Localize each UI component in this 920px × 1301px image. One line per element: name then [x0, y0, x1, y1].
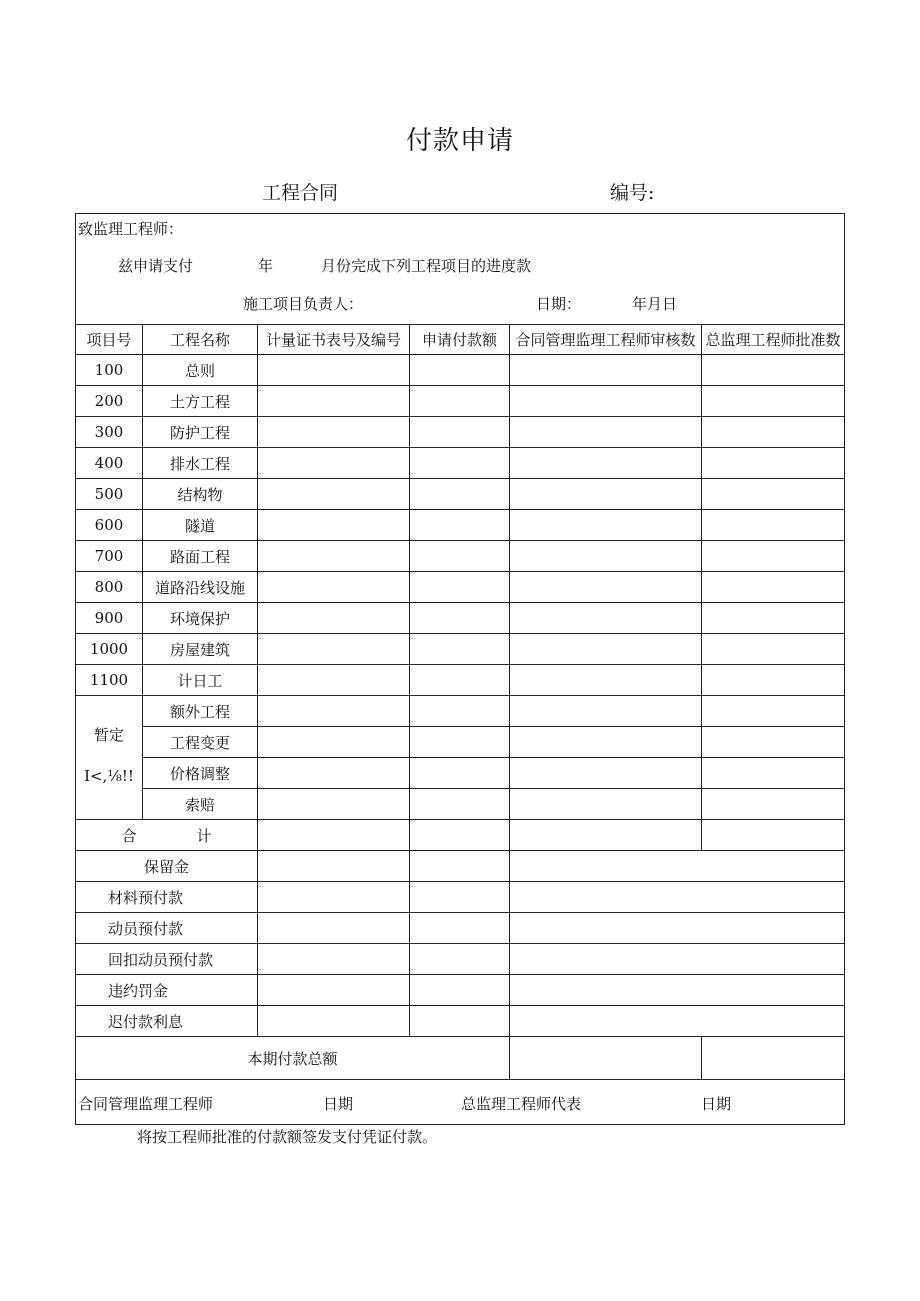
provisional-item: 价格调整 [143, 758, 258, 789]
input-cell[interactable] [510, 572, 702, 603]
input-cell[interactable] [258, 758, 410, 789]
input-cell[interactable] [410, 851, 510, 882]
input-cell[interactable] [510, 665, 702, 696]
input-cell[interactable] [702, 510, 845, 541]
input-cell[interactable] [702, 603, 845, 634]
item-name: 道路沿线设施 [143, 572, 258, 603]
input-cell[interactable] [510, 696, 702, 727]
input-cell[interactable] [510, 541, 702, 572]
provisional-label [76, 696, 143, 820]
input-cell[interactable] [410, 665, 510, 696]
item-row [76, 665, 845, 696]
input-cell[interactable] [510, 944, 845, 975]
input-cell[interactable] [410, 820, 510, 851]
input-cell[interactable] [410, 572, 510, 603]
input-cell[interactable] [258, 1006, 410, 1037]
input-cell[interactable] [410, 448, 510, 479]
addressee: 致监理工程师： [78, 220, 184, 238]
input-cell[interactable] [410, 882, 510, 913]
input-cell[interactable] [410, 696, 510, 727]
input-cell[interactable] [510, 510, 702, 541]
input-cell[interactable] [258, 479, 410, 510]
summary-label: 违约罚金 [76, 975, 258, 1006]
summary-label: 回扣动员预付款 [76, 944, 258, 975]
summary-label: 材料预付款 [76, 882, 258, 913]
subtotal-label-b: 计 [196, 826, 212, 845]
input-cell[interactable] [258, 355, 410, 386]
request-text-a: 兹申请支付 [118, 257, 194, 275]
intro-block [76, 214, 845, 325]
input-cell[interactable] [510, 603, 702, 634]
item-code: 300 [76, 417, 143, 448]
input-cell[interactable] [258, 510, 410, 541]
input-cell[interactable] [258, 913, 410, 944]
item-code: 600 [76, 510, 143, 541]
input-cell[interactable] [258, 448, 410, 479]
input-cell[interactable] [410, 541, 510, 572]
item-row [76, 510, 845, 541]
item-code: 500 [76, 479, 143, 510]
header-row [76, 325, 845, 355]
summary-label: 保留金 [76, 851, 258, 882]
subtotal-row [76, 820, 845, 851]
input-cell[interactable] [510, 789, 702, 820]
summary-label: 迟付款利息 [76, 1006, 258, 1037]
item-code: 800 [76, 572, 143, 603]
chief-date-label: 日期 [701, 1095, 732, 1113]
input-cell[interactable] [510, 882, 845, 913]
input-cell[interactable] [702, 1037, 845, 1080]
item-name: 排水工程 [143, 448, 258, 479]
input-cell[interactable] [410, 417, 510, 448]
input-cell[interactable] [410, 603, 510, 634]
number-label: 编号: [610, 182, 655, 204]
header-cell: 总监理工程师批准数 [702, 325, 845, 355]
input-cell[interactable] [702, 634, 845, 665]
input-cell[interactable] [258, 572, 410, 603]
item-name: 房屋建筑 [143, 634, 258, 665]
input-cell[interactable] [258, 696, 410, 727]
request-year: 年 [258, 257, 274, 275]
request-text-b: 月份完成下列工程项目的进度款 [321, 257, 532, 275]
intro-date-value: 年月日 [632, 295, 678, 313]
signature-block [76, 1080, 845, 1125]
input-cell[interactable] [258, 882, 410, 913]
summary-row [76, 944, 845, 975]
summary-row [76, 1006, 845, 1037]
summary-label: 动员预付款 [76, 913, 258, 944]
input-cell[interactable] [510, 1037, 702, 1080]
item-code: 400 [76, 448, 143, 479]
input-cell[interactable] [510, 851, 845, 882]
item-code: 100 [76, 355, 143, 386]
input-cell[interactable] [258, 634, 410, 665]
footnote: 将按工程师批准的付款额签发支付凭证付款。 [137, 1128, 438, 1146]
contract-label: 工程合同 [262, 182, 339, 204]
input-cell[interactable] [510, 417, 702, 448]
input-cell[interactable] [702, 696, 845, 727]
input-cell[interactable] [702, 541, 845, 572]
item-row [76, 634, 845, 665]
item-row [76, 448, 845, 479]
input-cell[interactable] [510, 727, 702, 758]
input-cell[interactable] [258, 944, 410, 975]
total-label: 本期付款总额 [76, 1037, 510, 1080]
manager-label: 施工项目负责人： [243, 295, 364, 313]
provisional-row [76, 696, 845, 727]
page-title: 付款申请 [405, 126, 514, 156]
item-name: 隧道 [143, 510, 258, 541]
input-cell[interactable] [258, 727, 410, 758]
total-row [76, 1037, 845, 1080]
summary-row [76, 851, 845, 882]
item-name: 环境保护 [143, 603, 258, 634]
input-cell[interactable] [410, 944, 510, 975]
input-cell[interactable] [410, 975, 510, 1006]
item-code: 200 [76, 386, 143, 417]
input-cell[interactable] [702, 727, 845, 758]
engineer-label: 合同管理监理工程师 [78, 1095, 214, 1113]
item-name: 计日工 [143, 665, 258, 696]
subtotal-label [76, 820, 258, 851]
item-code: 900 [76, 603, 143, 634]
input-cell[interactable] [258, 541, 410, 572]
intro-date-label: 日期： [536, 295, 582, 313]
item-code: 1100 [76, 665, 143, 696]
input-cell[interactable] [510, 913, 845, 944]
item-row [76, 417, 845, 448]
input-cell[interactable] [258, 820, 410, 851]
provisional-item: 额外工程 [143, 696, 258, 727]
item-code: 1000 [76, 634, 143, 665]
input-cell[interactable] [510, 634, 702, 665]
input-cell[interactable] [258, 417, 410, 448]
input-cell[interactable] [410, 913, 510, 944]
summary-row [76, 913, 845, 944]
input-cell[interactable] [258, 665, 410, 696]
input-cell[interactable] [510, 975, 845, 1006]
input-cell[interactable] [410, 789, 510, 820]
input-cell[interactable] [702, 789, 845, 820]
item-row [76, 386, 845, 417]
input-cell[interactable] [410, 727, 510, 758]
input-cell[interactable] [410, 758, 510, 789]
summary-row [76, 882, 845, 913]
input-cell[interactable] [258, 789, 410, 820]
input-cell[interactable] [510, 448, 702, 479]
provisional-row [76, 789, 845, 820]
item-name: 路面工程 [143, 541, 258, 572]
provisional-label-top: 暂定 [93, 726, 124, 744]
input-cell[interactable] [510, 820, 702, 851]
input-cell[interactable] [410, 510, 510, 541]
payment-form-table [75, 213, 845, 1125]
header-cell: 合同管理监理工程师审核数 [510, 325, 702, 355]
item-name: 结构物 [143, 479, 258, 510]
input-cell[interactable] [410, 479, 510, 510]
input-cell[interactable] [410, 634, 510, 665]
header-cell: 计量证书表号及编号 [258, 325, 410, 355]
signature-row [76, 1080, 845, 1125]
input-cell[interactable] [510, 355, 702, 386]
header-cell: 工程名称 [143, 325, 258, 355]
input-cell[interactable] [510, 386, 702, 417]
item-row [76, 603, 845, 634]
input-cell[interactable] [702, 820, 845, 851]
item-row [76, 541, 845, 572]
item-code: 700 [76, 541, 143, 572]
input-cell[interactable] [702, 479, 845, 510]
input-cell[interactable] [258, 975, 410, 1006]
item-row [76, 355, 845, 386]
provisional-row [76, 758, 845, 789]
provisional-row [76, 727, 845, 758]
subtotal-label-a: 合 [121, 826, 137, 845]
input-cell[interactable] [258, 603, 410, 634]
header-cell: 项目号 [76, 325, 143, 355]
provisional-item: 索赔 [143, 789, 258, 820]
input-cell[interactable] [410, 386, 510, 417]
engineer-date-label: 日期 [323, 1095, 354, 1113]
input-cell[interactable] [702, 417, 845, 448]
input-cell[interactable] [702, 758, 845, 789]
input-cell[interactable] [702, 386, 845, 417]
summary-row [76, 975, 845, 1006]
item-row [76, 572, 845, 603]
input-cell[interactable] [702, 355, 845, 386]
item-name: 土方工程 [143, 386, 258, 417]
input-cell[interactable] [702, 448, 845, 479]
input-cell[interactable] [510, 1006, 845, 1037]
item-name: 防护工程 [143, 417, 258, 448]
item-name: 总则 [143, 355, 258, 386]
input-cell[interactable] [258, 386, 410, 417]
input-cell[interactable] [258, 851, 410, 882]
input-cell[interactable] [510, 758, 702, 789]
input-cell[interactable] [702, 572, 845, 603]
provisional-label-bottom: I<,⅛!! [84, 767, 134, 785]
input-cell[interactable] [510, 479, 702, 510]
chief-label: 总监理工程师代表 [461, 1095, 582, 1113]
provisional-item: 工程变更 [143, 727, 258, 758]
input-cell[interactable] [702, 665, 845, 696]
input-cell[interactable] [410, 355, 510, 386]
input-cell[interactable] [410, 1006, 510, 1037]
item-row [76, 479, 845, 510]
header-cell: 申请付款额 [410, 325, 510, 355]
